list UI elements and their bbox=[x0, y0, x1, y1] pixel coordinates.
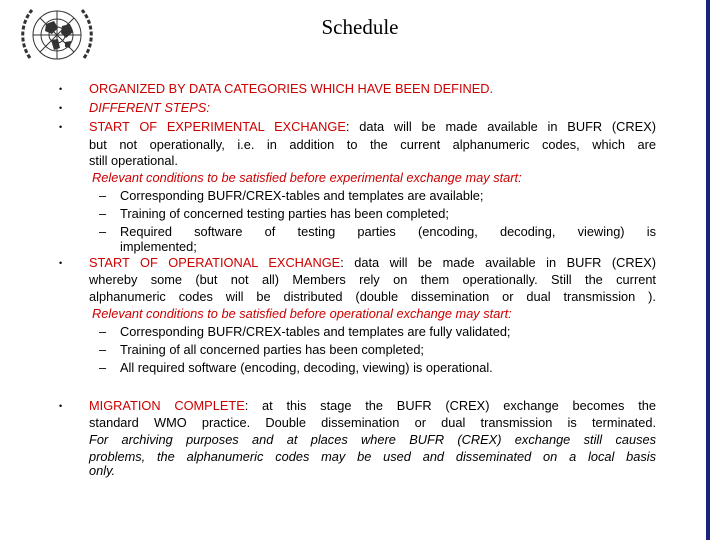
dash-marker: – bbox=[99, 360, 107, 375]
dash-marker: – bbox=[99, 224, 107, 239]
text-line: problems, the alphanumeric codes may be used and disseminated on a local basis bbox=[89, 449, 656, 464]
dash-marker: – bbox=[99, 188, 107, 203]
bullet-3: • bbox=[59, 122, 63, 132]
dash-marker: – bbox=[99, 206, 107, 221]
experimental-text: : data will be made available in BUFR (CREX) bbox=[345, 119, 656, 134]
condition-item-cont: implemented; bbox=[120, 239, 197, 254]
page-title: Schedule bbox=[321, 15, 399, 39]
text-line: but not operationally, i.e. in addition to the current alphanumeric codes, which are bbox=[89, 137, 656, 152]
migration-text: : at this stage the BUFR (CREX) exchange becomes the bbox=[244, 398, 656, 413]
item-categories: ORGANIZED BY DATA CATEGORIES WHICH HAVE BEEN DEFINED. bbox=[89, 81, 494, 96]
text-line: alphanumeric codes will be distributed (double dissemination or dual transmission ). bbox=[89, 289, 656, 304]
bullet-4: • bbox=[59, 258, 63, 268]
bullet-2: • bbox=[59, 103, 63, 113]
operational-heading: START OF OPERATIONAL EXCHANGE bbox=[89, 255, 341, 270]
condition-item: Training of all concerned parties has been completed; bbox=[120, 342, 424, 357]
text-line: only. bbox=[89, 463, 116, 478]
operational-conditions: Relevant conditions to be satisfied before operational exchange may start: bbox=[92, 306, 512, 321]
condition-item: Training of concerned testing parties has been completed; bbox=[120, 206, 449, 221]
item-migration-line1 bbox=[89, 397, 656, 415]
bullet-1: • bbox=[59, 84, 63, 94]
condition-item: Required software of testing parties (encoding, decoding, viewing) is bbox=[120, 224, 656, 239]
migration-heading: MIGRATION COMPLETE bbox=[89, 398, 245, 413]
text-line: standard WMO practice. Double dissemination or dual transmission is terminated. bbox=[89, 415, 656, 430]
text-line: whereby some (but not all) Members rely on them operationally. Still the current bbox=[89, 272, 656, 287]
dash-marker: – bbox=[99, 324, 107, 339]
text-line: For archiving purposes and at places where BUFR (CREX) exchange still causes bbox=[89, 432, 656, 447]
condition-item: Corresponding BUFR/CREX-tables and templates are available; bbox=[120, 188, 484, 203]
condition-item: All required software (encoding, decoding, viewing) is operational. bbox=[120, 360, 493, 375]
text-line: still operational. bbox=[89, 153, 178, 168]
experimental-heading: START OF EXPERIMENTAL EXCHANGE bbox=[89, 119, 346, 134]
dash-marker: – bbox=[99, 342, 107, 357]
bullet-5: • bbox=[59, 401, 63, 411]
operational-text: : data will be made available in BUFR (CREX) bbox=[340, 255, 656, 270]
item-steps: DIFFERENT STEPS: bbox=[89, 100, 210, 115]
item-operational-line1 bbox=[89, 254, 656, 272]
experimental-conditions: Relevant conditions to be satisfied before experimental exchange may start: bbox=[92, 170, 522, 185]
item-experimental-line1 bbox=[89, 118, 656, 136]
condition-item: Corresponding BUFR/CREX-tables and templates are fully validated; bbox=[120, 324, 511, 339]
